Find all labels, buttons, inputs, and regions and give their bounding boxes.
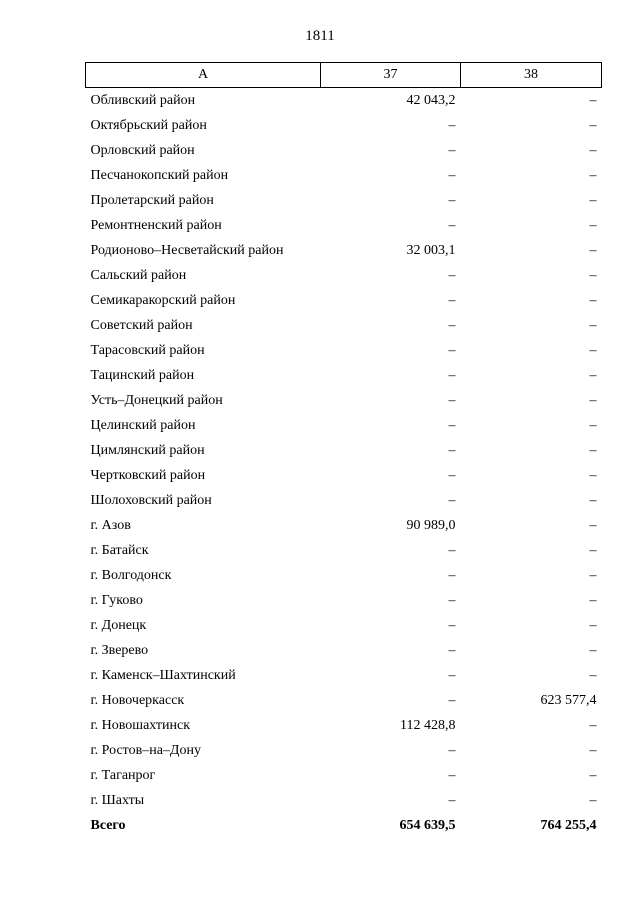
table-row	[86, 413, 602, 438]
row-value-38: –	[589, 517, 597, 533]
row-value-38: –	[589, 192, 597, 208]
table-row	[86, 238, 602, 263]
row-value-37: –	[448, 342, 456, 358]
row-value-37: –	[448, 667, 456, 683]
row-value-37: 90 989,0	[406, 517, 456, 533]
row-value-37: –	[448, 442, 456, 458]
row-value-38: –	[589, 442, 597, 458]
row-value-38: –	[589, 292, 597, 308]
row-name: Обливский район	[90, 92, 196, 108]
row-name: г. Таганрог	[90, 767, 156, 783]
row-value-37: –	[448, 692, 456, 708]
row-value-37: –	[448, 617, 456, 633]
table-row	[86, 763, 602, 788]
row-name: г. Новошахтинск	[90, 717, 191, 733]
row-value-37: –	[448, 217, 456, 233]
table-row	[86, 388, 602, 413]
row-value-38: –	[589, 367, 597, 383]
table-row	[86, 188, 602, 213]
row-value-37: –	[448, 267, 456, 283]
row-name: г. Зверево	[90, 642, 149, 658]
row-name: г. Шахты	[90, 792, 145, 808]
row-value-37: –	[448, 792, 456, 808]
table-row	[86, 738, 602, 763]
row-value-38: –	[589, 642, 597, 658]
row-name: Тарасовский район	[90, 342, 205, 358]
row-name: Ремонтненский район	[90, 217, 222, 233]
row-value-38: –	[589, 767, 597, 783]
total-value-37: 654 639,5	[399, 817, 456, 833]
row-value-37: –	[448, 417, 456, 433]
column-header-38: 38	[461, 63, 602, 88]
row-name: г. Каменск–Шахтинский	[90, 667, 236, 683]
row-value-37: –	[448, 192, 456, 208]
row-value-38: 623 577,4	[540, 692, 597, 708]
row-value-38: –	[589, 242, 597, 258]
row-name: Песчанокопский район	[90, 167, 229, 183]
row-name: Сальский район	[90, 267, 187, 283]
row-value-37: –	[448, 642, 456, 658]
table-row	[86, 588, 602, 613]
column-header-37: 37	[321, 63, 461, 88]
table-row	[86, 288, 602, 313]
table-row	[86, 313, 602, 338]
row-value-38: –	[589, 317, 597, 333]
row-value-37: –	[448, 742, 456, 758]
row-name: Орловский район	[90, 142, 195, 158]
row-value-37: –	[448, 392, 456, 408]
table-row	[86, 88, 602, 114]
total-row	[86, 813, 602, 838]
row-name: Семикаракорский район	[90, 292, 236, 308]
row-name: Родионово–Несветайский район	[90, 242, 284, 258]
row-value-37: 32 003,1	[406, 242, 456, 258]
table-row	[86, 513, 602, 538]
row-name: г. Гуково	[90, 592, 143, 608]
row-value-38: –	[589, 267, 597, 283]
row-value-38: –	[589, 342, 597, 358]
row-value-38: –	[589, 217, 597, 233]
total-value-38: 764 255,4	[540, 817, 597, 833]
row-value-37: –	[448, 317, 456, 333]
table-header-row	[86, 63, 602, 88]
table-row	[86, 213, 602, 238]
table-row	[86, 163, 602, 188]
row-value-38: –	[589, 167, 597, 183]
row-name: Пролетарский район	[90, 192, 214, 208]
table-row	[86, 263, 602, 288]
row-name: Чертковский район	[90, 467, 206, 483]
row-name: Цимлянский район	[90, 442, 205, 458]
row-name: Советский район	[90, 317, 193, 333]
row-value-37: –	[448, 142, 456, 158]
page-number: 1811	[305, 28, 335, 44]
row-name: г. Новочеркасск	[90, 692, 185, 708]
table-row	[86, 438, 602, 463]
column-header-name: А	[86, 63, 321, 88]
row-value-38: –	[589, 667, 597, 683]
row-value-38: –	[589, 717, 597, 733]
row-value-38: –	[589, 417, 597, 433]
table-row	[86, 688, 602, 713]
table-row	[86, 113, 602, 138]
row-value-38: –	[589, 592, 597, 608]
row-value-37: –	[448, 167, 456, 183]
row-name: г. Волгодонск	[90, 567, 172, 583]
row-value-38: –	[589, 542, 597, 558]
row-value-37: –	[448, 767, 456, 783]
table-row	[86, 463, 602, 488]
row-value-37: –	[448, 592, 456, 608]
row-value-37: –	[448, 292, 456, 308]
row-name: Усть–Донецкий район	[90, 392, 223, 408]
row-name: Шолоховский район	[90, 492, 212, 508]
table-row	[86, 138, 602, 163]
table-row	[86, 713, 602, 738]
row-value-37: 42 043,2	[406, 92, 456, 108]
row-value-38: –	[589, 492, 597, 508]
row-name: г. Азов	[90, 517, 131, 533]
row-value-38: –	[589, 117, 597, 133]
table-row	[86, 338, 602, 363]
row-value-38: –	[589, 617, 597, 633]
table-row	[86, 613, 602, 638]
table-row	[86, 538, 602, 563]
row-name: г. Батайск	[90, 542, 149, 558]
row-name: Тацинский район	[90, 367, 195, 383]
table-row	[86, 363, 602, 388]
row-name: г. Ростов–на–Дону	[90, 742, 201, 758]
row-value-37: –	[448, 542, 456, 558]
row-value-37: –	[448, 492, 456, 508]
row-name: Октябрьский район	[90, 117, 207, 133]
total-label: Всего	[90, 817, 126, 833]
row-value-37: –	[448, 367, 456, 383]
row-value-37: –	[448, 467, 456, 483]
table-row	[86, 488, 602, 513]
row-value-38: –	[589, 567, 597, 583]
data-table	[85, 62, 602, 838]
row-value-37: –	[448, 117, 456, 133]
table-row	[86, 638, 602, 663]
row-value-38: –	[589, 392, 597, 408]
row-value-38: –	[589, 142, 597, 158]
table-row	[86, 663, 602, 688]
row-value-37: 112 428,8	[400, 717, 456, 733]
row-name: Целинский район	[90, 417, 196, 433]
row-value-38: –	[589, 467, 597, 483]
row-value-38: –	[589, 92, 597, 108]
table-row	[86, 788, 602, 813]
row-name: г. Донецк	[90, 617, 147, 633]
row-value-37: –	[448, 567, 456, 583]
row-value-38: –	[589, 792, 597, 808]
row-value-38: –	[589, 742, 597, 758]
table-row	[86, 563, 602, 588]
